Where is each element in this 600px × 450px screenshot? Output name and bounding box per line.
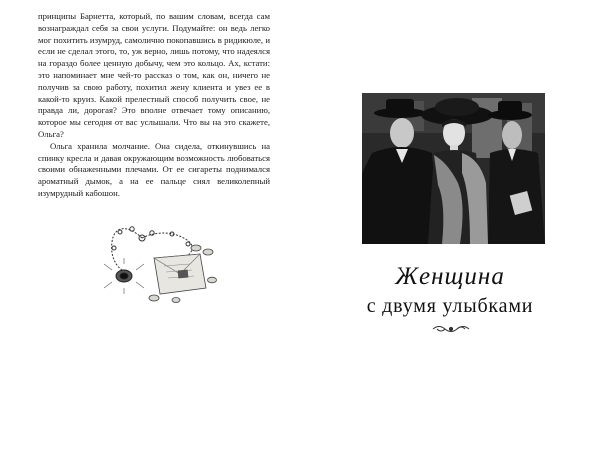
necklace-with-coins-icon [92,218,222,306]
paragraph-2: Ольга хранила молчание. Она сидела, откинувшись на спинку кресла и давая окружающим возможность любоваться своими обнаженными плечами. От ее сигареты поднимался ароматный дымок, а на ее пальце сиял великолепный изумрудный кабошон. [38,140,270,198]
paragraph-1: принципы Барнетта, который, по вашим словам, всегда сам вознаграждал себя за свои услуги. Подумайте: он ведь легко мог похитить изумруд, самолично покопавшись в ридикюле, и если не сделал этого, то, уж верно, лишь потому, что надеялся на гораздо более ценную добычу, чем это кольцо. Ах, кстати: это напоминает мне чей-то рассказ о том, как он, ничего не получив за свою работу, похитил жену клиента и увез ее в какой-то круиз. Какой прелестный способ получить свое, не правда ли, дорогая? Это вполне отвечает тому описанию, которое мы сегодня от вас услышали. Что вы на это скажете, Ольга? [38,11,270,139]
body-text [38,11,270,200]
right-page [300,0,600,450]
flourish-ornament-icon [431,322,471,336]
chapter-title-line-1: Женщина [395,263,505,290]
chapter-title [320,262,580,320]
chapter-title-line-2: с двумя улыбками [366,295,534,317]
men-and-woman-in-hats-engraving [362,93,545,244]
